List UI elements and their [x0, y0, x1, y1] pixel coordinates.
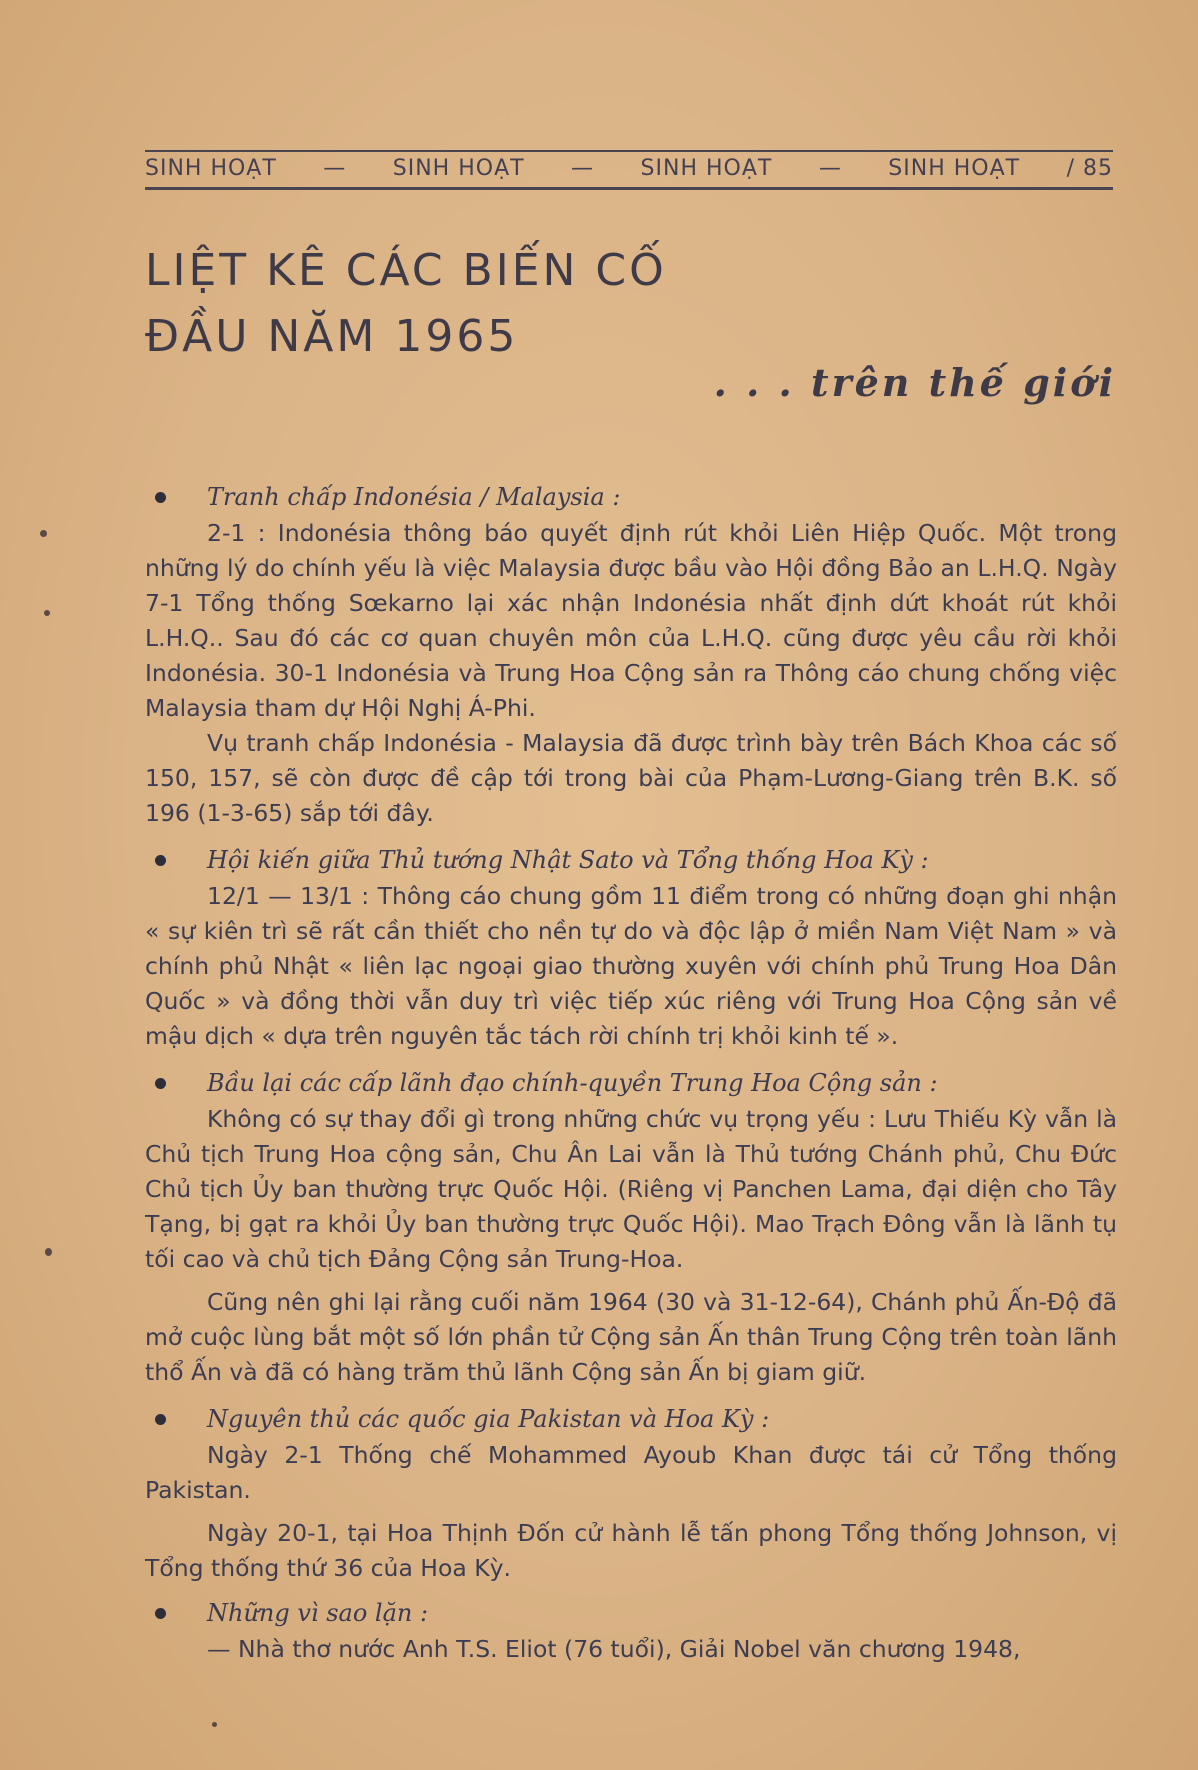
running-head-item: SINH HOẠT	[888, 156, 1021, 181]
section-heading	[145, 1064, 1117, 1102]
title-line-1: LIỆT KÊ CÁC BIẾN CỐ	[145, 245, 667, 296]
section-heads-of-state	[145, 1400, 1117, 1586]
paragraph: Ngày 2-1 Thống chế Mohammed Ayoub Khan được tái cử Tổng thống Pakistan.	[145, 1441, 1117, 1504]
section-heading-text: Bầu lại các cấp lãnh đạo chính-quyền Trung Hoa Cộng sản :	[207, 1069, 938, 1097]
paragraph: 12/1 — 13/1 : Thông cáo chung gồm 11 điểm trong có những đoạn ghi nhận « sự kiên trì sẽ rất cần thiết cho nền tự do và độc lập ở miền Nam Việt Nam » và chính phủ Nhật « liên lạc ngoại giao thường xuyên với chính phủ Trung Hoa Dân Quốc » và đồng thời vẫn duy trì việc tiếp xúc riêng với Trung Hoa Cộng sản về mậu dịch « dựa trên nguyên tắc tách rời chính trị khỏi kinh tế ».	[145, 882, 1117, 1050]
section-heading-text: Tranh chấp Indonésia / Malaysia :	[207, 483, 621, 511]
running-head	[145, 150, 1113, 190]
bullet-icon	[155, 855, 166, 866]
section-heading	[145, 841, 1117, 879]
section-heading-text: Nguyên thủ các quốc gia Pakistan và Hoa Kỳ :	[207, 1405, 770, 1433]
section-heading	[145, 1594, 1117, 1632]
page-title	[145, 238, 667, 370]
running-head-separator: —	[571, 156, 595, 181]
running-head-separator: —	[818, 156, 842, 181]
paper-speck	[212, 1722, 217, 1727]
running-head-separator: —	[323, 156, 347, 181]
section-heading-text: Hội kiến giữa Thủ tướng Nhật Sato và Tổng thống Hoa Kỳ :	[207, 846, 929, 874]
article-body	[145, 478, 1117, 1667]
title-line-2: ĐẦU NĂM 1965	[145, 311, 519, 362]
section-china-leadership	[145, 1064, 1117, 1390]
bullet-icon	[155, 1608, 166, 1619]
section-heading	[145, 1400, 1117, 1438]
page-number: / 85	[1066, 156, 1113, 181]
paragraph: Cũng nên ghi lại rằng cuối năm 1964 (30 và 31-12-64), Chánh phủ Ấn-Độ đã mở cuộc lùng bắt một số lớn phần tử Cộng sản Ấn thân Trung Cộng trên toàn lãnh thổ Ấn và đã có hàng trăm thủ lãnh Cộng sản Ấn bị giam giữ.	[145, 1288, 1117, 1386]
paper-speck	[44, 610, 50, 616]
section-indonesia-malaysia	[145, 478, 1117, 831]
paragraph: Vụ tranh chấp Indonésia - Malaysia đã được trình bày trên Bách Khoa các số 150, 157, sẽ còn được đề cập tới trong bài của Phạm-Lương-Giang trên B.K. số 196 (1-3-65) sắp tới đây.	[145, 729, 1117, 827]
subtitle: . . . trên thế giới	[713, 360, 1116, 405]
paragraph: — Nhà thơ nước Anh T.S. Eliot (76 tuổi), Giải Nobel văn chương 1948,	[207, 1635, 1021, 1663]
paper-speck	[45, 1248, 52, 1256]
paper-speck	[40, 530, 47, 537]
section-heading-text: Những vì sao lặn :	[207, 1599, 429, 1627]
bullet-icon	[155, 492, 166, 503]
paragraph: 2-1 : Indonésia thông báo quyết định rút khỏi Liên Hiệp Quốc. Một trong những lý do chính yếu là việc Malaysia được bầu vào Hội đồng Bảo an L.H.Q. Ngày 7-1 Tổng thống Sœkarno lại xác nhận Indonésia nhất định dứt khoát rút khỏi L.H.Q.. Sau đó các cơ quan chuyên môn của L.H.Q. cũng được yêu cầu rời khỏi Indonésia. 30-1 Indonésia và Trung Hoa Cộng sản ra Thông cáo chung chống việc Malaysia tham dự Hội Nghị Á-Phi.	[145, 519, 1117, 722]
section-sato-meeting	[145, 841, 1117, 1054]
paragraph: Ngày 20-1, tại Hoa Thịnh Đốn cử hành lễ tấn phong Tổng thống Johnson, vị Tổng thống thứ 36 của Hoa Kỳ.	[145, 1519, 1117, 1582]
running-head-item: SINH HOẠT	[145, 156, 277, 181]
bullet-icon	[155, 1078, 166, 1089]
section-heading	[145, 478, 1117, 516]
paragraph: Không có sự thay đổi gì trong những chức vụ trọng yếu : Lưu Thiếu Kỳ vẫn là Chủ tịch Trung Hoa cộng sản, Chu Ân Lai vẫn là Thủ tướng Chánh phủ, Chu Đức Chủ tịch Ủy ban thường trực Quốc Hội. (Riêng vị Panchen Lama, đại diện cho Tây Tạng, bị gạt ra khỏi Ủy ban thường trực Quốc Hội). Mao Trạch Đông vẫn là lãnh tụ tối cao và chủ tịch Đảng Cộng sản Trung-Hoa.	[145, 1105, 1117, 1273]
bullet-icon	[155, 1414, 166, 1425]
running-head-item: SINH HOẠT	[640, 156, 773, 181]
section-obituaries	[145, 1594, 1117, 1667]
running-head-item: SINH HOẠT	[392, 156, 525, 181]
